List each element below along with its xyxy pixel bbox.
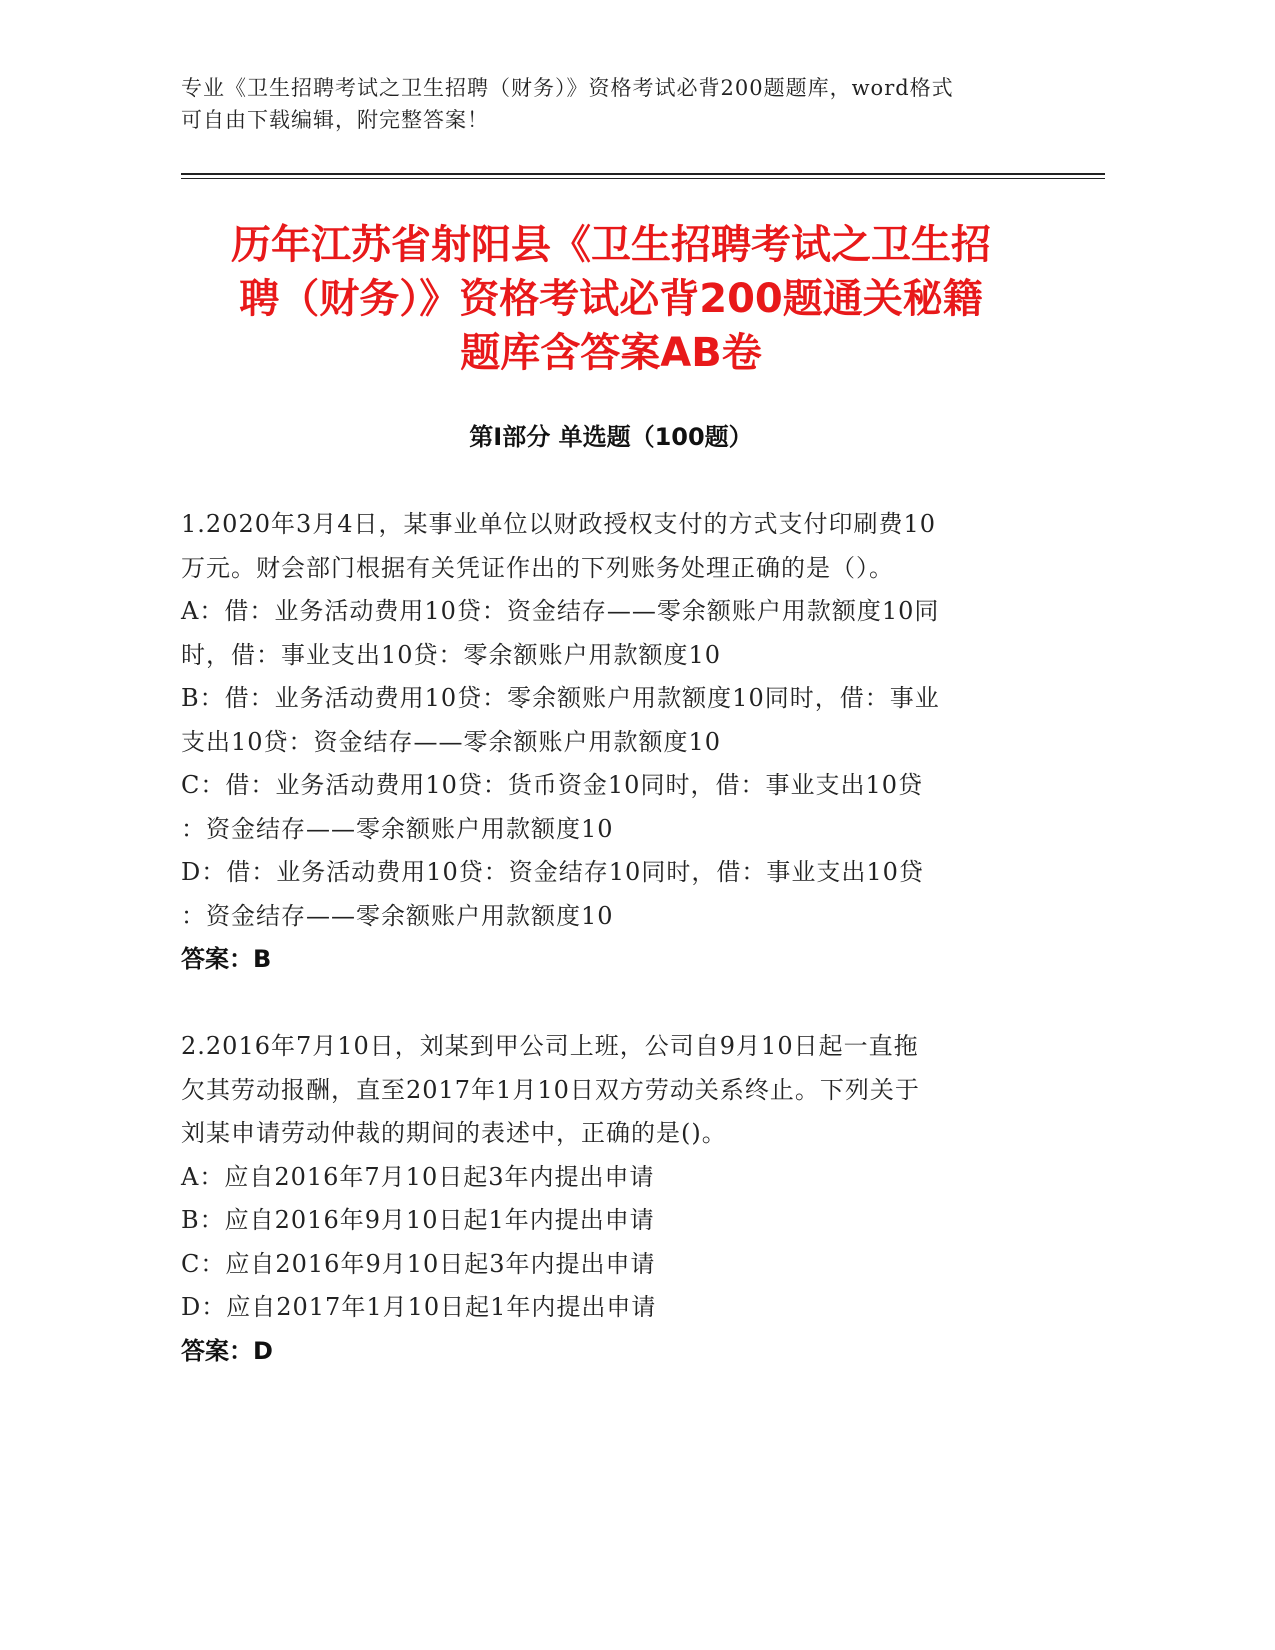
option-line: D：应自2017年1月10日起1年内提出申请 [181,1293,657,1321]
option-line: ：资金结存——零余额账户用款额度10 [181,901,614,930]
answer-line: 答案：B [181,945,272,973]
title-line: 聘（财务）》资格考试必背200题通关秘籍 [239,276,983,322]
option-line: 时，借：事业支出10贷：零余额账户用款额度10 [181,640,722,669]
option-line: A：借：业务活动费用10贷：资金结存——零余额账户用款额度10同 [181,597,940,625]
option-line: A：应自2016年7月10日起3年内提出申请 [181,1162,655,1191]
header-divider-thin [181,178,1105,179]
answer-line: 答案：D [181,1336,273,1365]
option-line: B：借：业务活动费用10贷：零余额账户用款额度10同时，借：事业 [181,684,940,712]
option-line: C：应自2016年9月10日起3年内提出申请 [181,1249,656,1278]
option-line: ：资金结存——零余额账户用款额度10 [181,814,614,843]
header-note [181,72,1031,136]
document-title [181,218,1041,380]
question-text-line: 刘某申请劳动仲裁的期间的表述中，正确的是()。 [181,1119,727,1147]
question-text-line: 2.2016年7月10日，刘某到甲公司上班，公司自9月10日起一直拖 [181,1032,919,1060]
section-heading: 第Ⅰ部分 单选题（100题） [469,423,753,451]
question-text-line: 欠其劳动报酬，直至2017年1月10日双方劳动关系终止。下列关于 [181,1075,920,1104]
question-text-line: 万元。财会部门根据有关凭证作出的下列账务处理正确的是（）。 [181,553,894,582]
title-line: 题库含答案AB卷 [460,330,762,376]
title-line: 历年江苏省射阳县《卫生招聘考试之卫生招 [231,222,991,268]
question-block [181,1025,1031,1373]
header-note-line: 专业《卫生招聘考试之卫生招聘（财务）》资格考试必背200题题库，word格式 [181,76,954,100]
option-line: 支出10贷：资金结存——零余额账户用款额度10 [181,727,722,756]
option-line: C：借：业务活动费用10贷：货币资金10同时，借：事业支出10贷 [181,771,923,799]
option-line: B：应自2016年9月10日起1年内提出申请 [181,1206,655,1234]
question-block [181,503,1031,982]
header-note-line: 可自由下载编辑，附完整答案！ [181,108,489,132]
question-text-line: 1.2020年3月4日，某事业单位以财政授权支付的方式支付印刷费10 [181,510,937,538]
option-line: D：借：业务活动费用10贷：资金结存10同时，借：事业支出10贷 [181,858,924,886]
header-divider-thick [181,173,1105,175]
